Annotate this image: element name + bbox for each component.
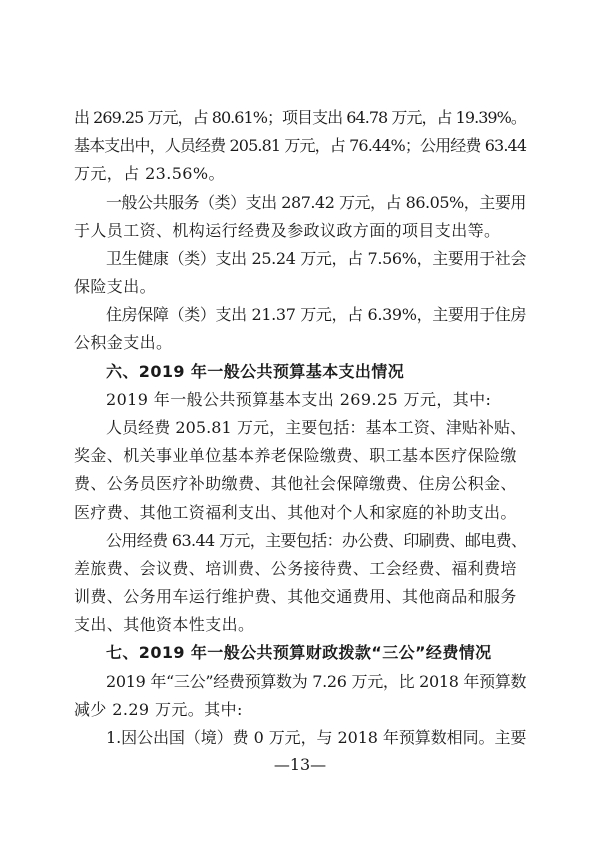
body-text-line: 1.因公出国（境）费 0 万元，与 2018 年预算数相同。主要: [106, 728, 527, 747]
body-text-line: 差旅费、会议费、培训费、公务接待费、工会经费、福利费培: [74, 559, 517, 578]
body-text-line: 公积金支出。: [74, 333, 173, 352]
body-text-line: 卫生健康（类）支出 25.24 万元，占 7.56%，主要用于社会: [106, 249, 527, 268]
body-text-line: 奖金、机关事业单位基本养老保险缴费、职工基本医疗保险缴: [74, 446, 517, 465]
body-text-line: 减少 2.29 万元。其中:: [74, 700, 243, 719]
body-text-line: 出 269.25 万元，占 80.61%；项目支出 64.78 万元，占 19.39%。: [74, 108, 526, 127]
body-text-line: 2019 年一般公共预算基本支出 269.25 万元，其中:: [106, 390, 492, 409]
body-text-line: 基本支出中，人员经费 205.81 万元，占 76.44%；公用经费 63.44: [74, 136, 527, 155]
body-text-line: 一般公共服务（类）支出 287.42 万元，占 86.05%，主要用: [106, 193, 526, 212]
body-text-line: 于人员工资、机构运行经费及参政议政方面的项目支出等。: [74, 221, 501, 240]
section-heading: 六、2019 年一般公共预算基本支出情况: [106, 362, 405, 381]
body-text-line: 人员经费 205.81 万元，主要包括：基本工资、津贴补贴、: [106, 418, 527, 437]
body-text-line: 支出、其他资本性支出。: [74, 615, 255, 634]
body-text-line: 公用经费 63.44 万元，主要包括：办公费、印刷费、邮电费、: [106, 531, 527, 550]
body-text-line: 保险支出。: [74, 277, 157, 296]
body-text-line: 医疗费、其他工资福利支出、其他对个人和家庭的补助支出。: [74, 503, 517, 522]
section-heading: 七、2019 年一般公共预算财政拨款“三公”经费情况: [106, 643, 492, 662]
body-text-line: 2019 年“三公”经费预算数为 7.26 万元，比 2018 年预算数: [106, 672, 527, 691]
body-text-line: 费、公务员医疗补助缴费、其他社会保障缴费、住房公积金、: [74, 474, 517, 493]
body-text-line: 训费、公务用车运行维护费、其他交通费用、其他商品和服务: [74, 587, 517, 606]
body-text-line: 万元，占 23.56%。: [74, 164, 225, 183]
page-number: —13—: [273, 755, 327, 774]
body-text-line: 住房保障（类）支出 21.37 万元，占 6.39%，主要用于住房: [106, 305, 527, 324]
